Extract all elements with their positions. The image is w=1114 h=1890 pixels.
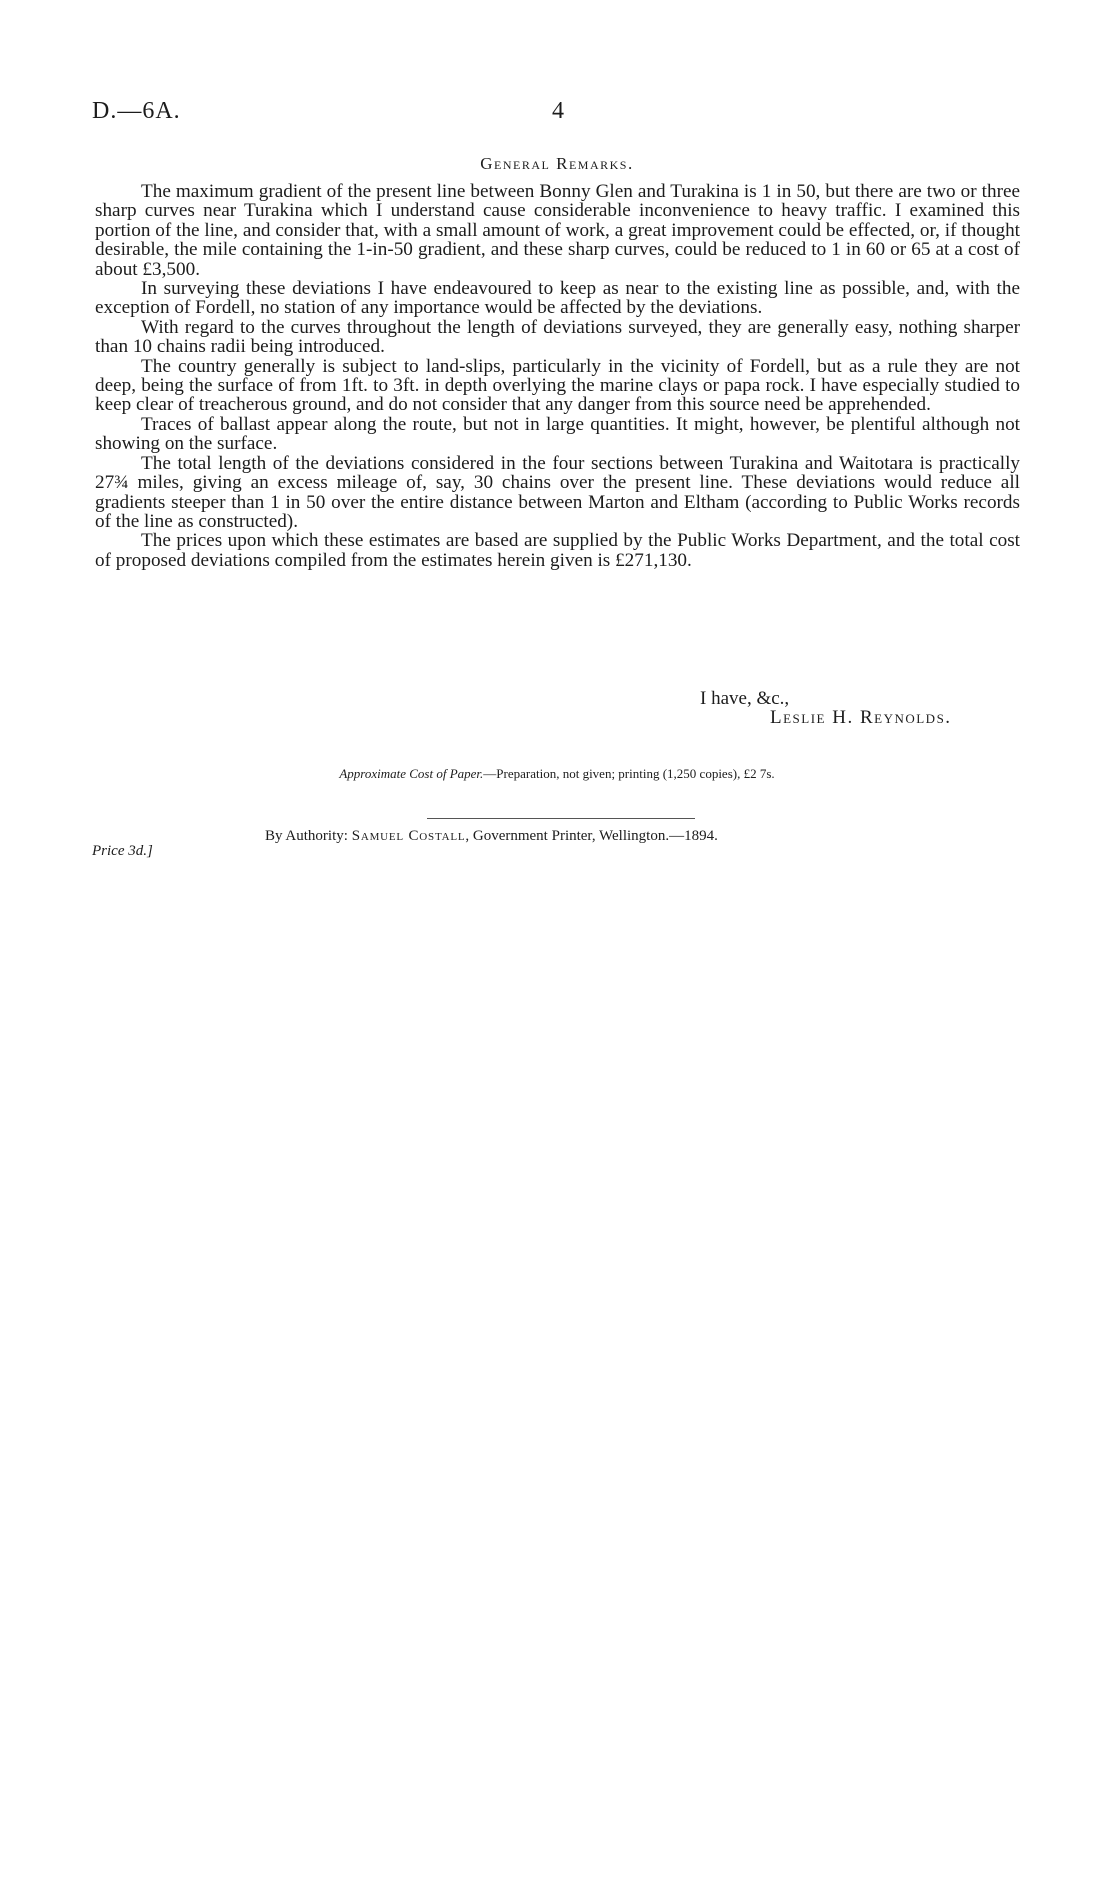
section-title: General Remarks.	[480, 154, 634, 173]
paragraph: The prices upon which these estimates are based are supplied by the Public Works Department, and the total cost of proposed deviations compiled from the estimates herein given is £271,130.	[95, 530, 1020, 571]
paragraph: With regard to the curves throughout the length of deviations surveyed, they are generally easy, nothing sharper than 10 chains radii being introduced.	[95, 316, 1020, 358]
divider-rule	[427, 818, 695, 819]
page-header	[92, 98, 1052, 132]
document-reference: D.—6A.	[92, 98, 181, 124]
paragraph: The country generally is subject to land-slips, particularly in the vicinity of Fordell, but as a rule they are not deep, being the surface of from 1ft. to 3ft. in depth overlying the marine clays or papa rock. I have especially studied to keep clear of treacherous ground, and do not consider that any danger from this source need be apprehended.	[95, 355, 1020, 416]
cost-note-text: —Preparation, not given; printing (1,250 copies), £2 7s.	[483, 766, 775, 781]
body-text	[95, 182, 1020, 570]
signature: Leslie H. Reynolds.	[770, 707, 952, 728]
printer-imprint	[265, 828, 718, 845]
signoff: I have, &c.,	[700, 688, 790, 709]
printer-prefix: By Authority:	[265, 828, 348, 844]
printer-suffix: , Government Printer, Wellington.—1894.	[465, 828, 718, 844]
paragraph: In surveying these deviations I have endeavoured to keep as near to the existing line as possible, and, with the exception of Fordell, no station of any importance would be affected by the deviations.	[95, 278, 1020, 319]
paragraph: The maximum gradient of the present line between Bonny Glen and Turakina is 1 in 50, but there are two or three sharp curves near Turakina which I understand cause considerable inconvenience to heavy traffic. I examined this portion of the line, and consider that, with a small amount of work, a great improvement could be effected, or, if thought desirable, the mile containing the 1-in-50 gradient, and these sharp curves, could be reduced to 1 in 60 or 65 at a cost of about £3,500.	[95, 181, 1020, 280]
cost-note	[0, 766, 1114, 782]
price-label: Price 3d.]	[92, 843, 153, 859]
cost-note-label: Approximate Cost of Paper.	[339, 766, 484, 781]
printer-name: Samuel Costall	[351, 828, 466, 844]
paragraph: The total length of the deviations considered in the four sections between Turakina and Waitotara is practically 27¾ miles, giving an excess mileage of, say, 30 chains over the present line. These deviations would reduce all gradients steeper than 1 in 50 over the entire distance between Marton and Eltham (according to Public Works records of the line as constructed).	[95, 452, 1020, 532]
page-number: 4	[552, 98, 564, 124]
paragraph: Traces of ballast appear along the route, but not in large quantities. It might, however, be plentiful although not showing on the surface.	[95, 413, 1020, 455]
